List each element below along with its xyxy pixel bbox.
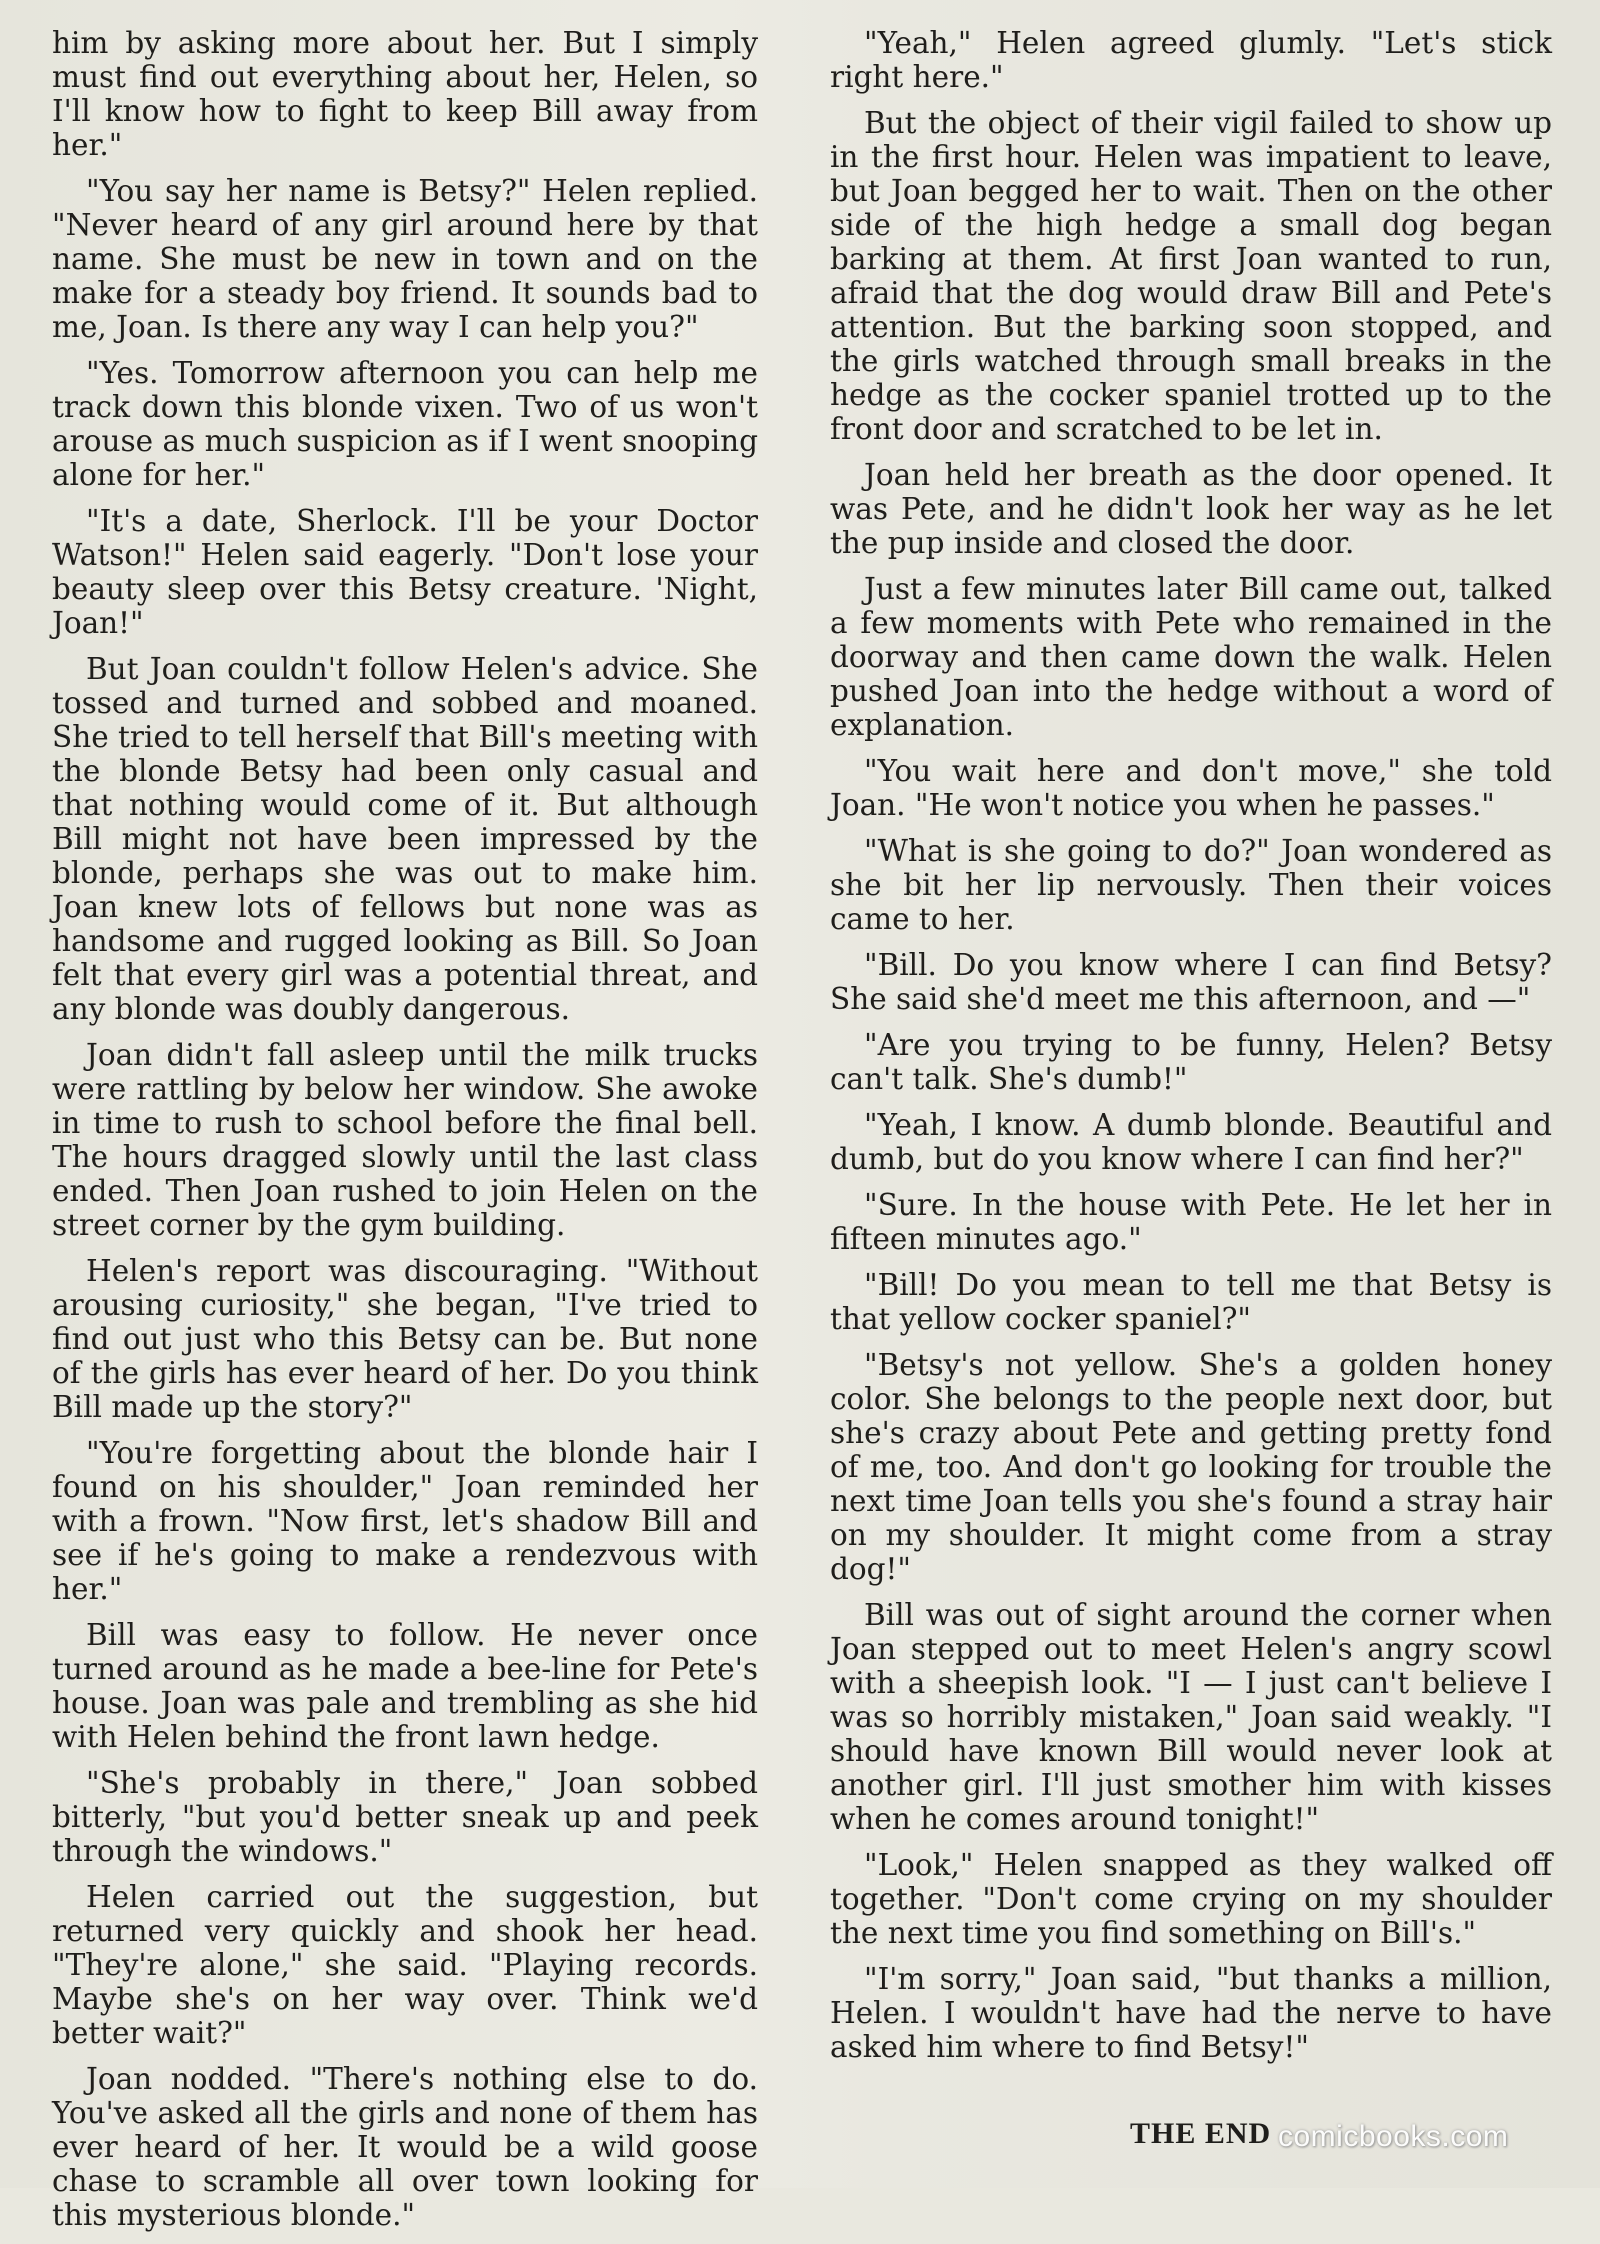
paragraph: "Are you trying to be funny, Helen? Betsy can't talk. She's dumb!": [830, 1028, 1552, 1096]
right-text-column: [830, 26, 1552, 2076]
paragraph: But the object of their vigil failed to show up in the first hour. Helen was impatient to leave, but Joan begged her to wait. Then on the other side of the high hedge a small dog began barking at them. At first Joan wanted to run, afraid that the dog would draw Bill and Pete's attention. But the barking soon stopped, and the girls watched through small breaks in the hedge as the cocker spaniel trotted up to the front door and scratched to be let in.: [830, 106, 1552, 446]
paragraph: him by asking more about her. But I simply must find out everything about her, Helen, so I'll know how to fight to keep Bill away from her.": [52, 26, 758, 162]
paragraph: "Bill. Do you know where I can find Betsy? She said she'd meet me this afternoon, and —": [830, 948, 1552, 1016]
paragraph: "Yeah, I know. A dumb blonde. Beautiful and dumb, but do you know where I can find her?": [830, 1108, 1552, 1176]
paragraph: Bill was easy to follow. He never once turned around as he made a bee-line for Pete's house. Joan was pale and trembling as she hid with Helen behind the front lawn hedge.: [52, 1618, 758, 1754]
site-watermark: comicbooks.com: [1278, 2120, 1509, 2153]
paragraph: "She's probably in there," Joan sobbed bitterly, "but you'd better sneak up and peek through the windows.": [52, 1766, 758, 1868]
paragraph: Helen carried out the suggestion, but returned very quickly and shook her head. "They're alone," she said. "Playing records. Maybe she's on her way over. Think we'd better wait?": [52, 1880, 758, 2050]
the-end-label: THE END: [1130, 2117, 1272, 2150]
paragraph: Joan nodded. "There's nothing else to do. You've asked all the girls and none of them has ever heard of her. It would be a wild goose chase to scramble all over town looking for this mysterious blonde.": [52, 2062, 758, 2232]
paragraph: "I'm sorry," Joan said, "but thanks a million, Helen. I wouldn't have had the nerve to have asked him where to find Betsy!": [830, 1962, 1552, 2064]
paragraph: "Look," Helen snapped as they walked off together. "Don't come crying on my shoulder the next time you find something on Bill's.": [830, 1848, 1552, 1950]
paragraph: "You wait here and don't move," she told Joan. "He won't notice you when he passes.": [830, 754, 1552, 822]
paragraph: "You're forgetting about the blonde hair I found on his shoulder," Joan reminded her with a frown. "Now first, let's shadow Bill and see if he's going to make a rendezvous with her.": [52, 1436, 758, 1606]
left-text-column: [52, 26, 758, 2244]
paragraph: Joan held her breath as the door opened. It was Pete, and he didn't look her way as he let the pup inside and closed the door.: [830, 458, 1552, 560]
paragraph: "Betsy's not yellow. She's a golden honey color. She belongs to the people next door, but she's crazy about Pete and getting pretty fond of me, too. And don't go looking for trouble the next time Joan tells you she's found a stray hair on my shoulder. It might come from a stray dog!": [830, 1348, 1552, 1586]
paragraph: "Yeah," Helen agreed glumly. "Let's stick right here.": [830, 26, 1552, 94]
paragraph: "Sure. In the house with Pete. He let her in fifteen minutes ago.": [830, 1188, 1552, 1256]
paragraph: Joan didn't fall asleep until the milk trucks were rattling by below her window. She awoke in time to rush to school before the final bell. The hours dragged slowly until the last class ended. Then Joan rushed to join Helen on the street corner by the gym building.: [52, 1038, 758, 1242]
paragraph: But Joan couldn't follow Helen's advice. She tossed and turned and sobbed and moaned. She tried to tell herself that Bill's meeting with the blonde Betsy had been only casual and that nothing would come of it. But although Bill might not have been impressed by the blonde, perhaps she was out to make him. Joan knew lots of fellows but none was as handsome and rugged looking as Bill. So Joan felt that every girl was a potential threat, and any blonde was doubly dangerous.: [52, 652, 758, 1026]
paragraph: "It's a date, Sherlock. I'll be your Doctor Watson!" Helen said eagerly. "Don't lose your beauty sleep over this Betsy creature. 'Night, Joan!": [52, 504, 758, 640]
paragraph: "What is she going to do?" Joan wondered as she bit her lip nervously. Then their voices came to her.: [830, 834, 1552, 936]
paragraph: Helen's report was discouraging. "Without arousing curiosity," she began, "I've tried to find out just who this Betsy can be. But none of the girls has ever heard of her. Do you think Bill made up the story?": [52, 1254, 758, 1424]
paragraph: Bill was out of sight around the corner when Joan stepped out to meet Helen's angry scowl with a sheepish look. "I — I just can't believe I was so horribly mistaken," Joan said weakly. "I should have known Bill would never look at another girl. I'll just smother him with kisses when he comes around tonight!": [830, 1598, 1552, 1836]
paragraph: "Yes. Tomorrow afternoon you can help me track down this blonde vixen. Two of us won't arouse as much suspicion as if I went snooping alone for her.": [52, 356, 758, 492]
paragraph: "Bill! Do you mean to tell me that Betsy is that yellow cocker spaniel?": [830, 1268, 1552, 1336]
paragraph: "You say her name is Betsy?" Helen replied. "Never heard of any girl around here by that name. She must be new in town and on the make for a steady boy friend. It sounds bad to me, Joan. Is there any way I can help you?": [52, 174, 758, 344]
paragraph: Just a few minutes later Bill came out, talked a few moments with Pete who remained in the doorway and then came down the walk. Helen pushed Joan into the hedge without a word of explanation.: [830, 572, 1552, 742]
